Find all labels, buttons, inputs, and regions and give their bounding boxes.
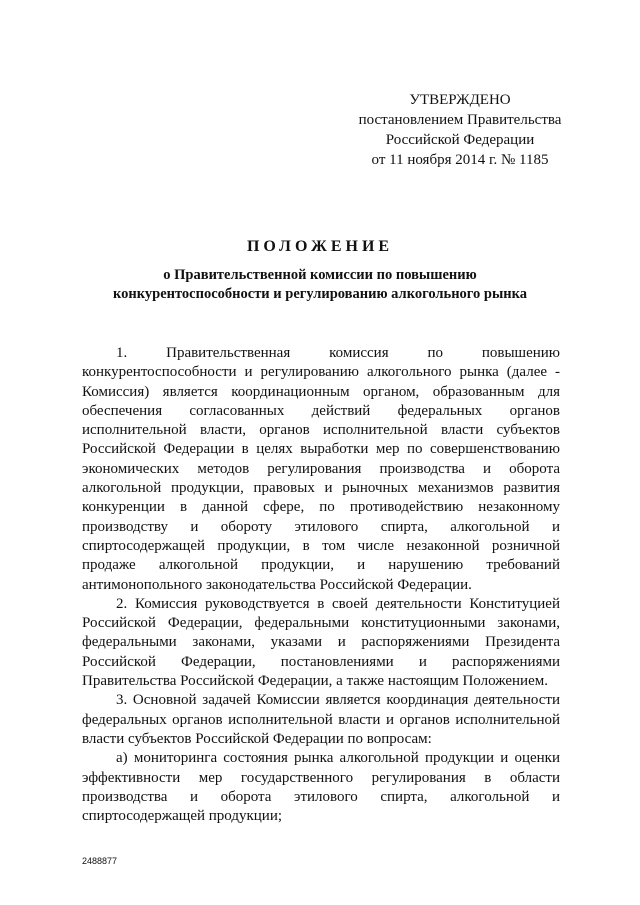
approval-line: Российской Федерации (385, 132, 535, 148)
document-subtitle (90, 266, 550, 304)
approval-heading: УТВЕРЖДЕНО (409, 92, 511, 108)
paragraph-3a: а) мониторинга состояния рынка алкогольной продукции и оценки эффективности мер государственного регулирования в области производства и оборота этилового спирта, алкогольной и спиртосодержащей продукции; (82, 750, 560, 825)
approval-date-line: от 11 ноября 2014 г. № 1185 (371, 152, 549, 168)
document-number: 2488877 (82, 856, 118, 866)
paragraph-3: 3. Основной задачей Комиссии является координация деятельности федеральных органов исполнительной власти и органов исполнительной власти субъектов Российской Федерации по вопросам: (82, 692, 560, 747)
document-body (82, 344, 560, 826)
approval-line: постановлением Правительства (358, 112, 562, 128)
paragraph-2: 2. Комиссия руководствуется в своей деятельности Конституцией Российской Федерации, федеральными конституционными законами, федеральными законами, указами и распоряжениями Президента Российской Федерации, постановлениями и распоряжениями Правительства Российской Федерации, а также настоящим Положением. (82, 595, 560, 690)
approval-block (340, 90, 580, 170)
subtitle-line: о Правительственной комиссии по повышению (163, 267, 477, 283)
subtitle-line: конкурентоспособности и регулированию алкогольного рынка (112, 286, 528, 302)
paragraph-1: 1. Правительственная комиссия по повышению конкурентоспособности и регулированию алкогольного рынка (далее - Комиссия) является координационным органом, образованным для обеспечения согласованных действий федеральных органов исполнительной власти, органов исполнительной власти субъектов Российской Федерации в целях выработки мер по совершенствованию экономических методов регулирования производства и оборота алкогольной продукции, правовых и рыночных механизмов развития конкуренции в данной сфере, по противодействию незаконному производству и обороту этилового спирта, алкогольной и спиртосодержащей продукции, в том числе незаконной розничной продаже алкогольной продукции, и нарушению требований антимонопольного законодательства Российской Федерации. (82, 345, 560, 593)
document-title: ПОЛОЖЕНИЕ (246, 238, 394, 255)
